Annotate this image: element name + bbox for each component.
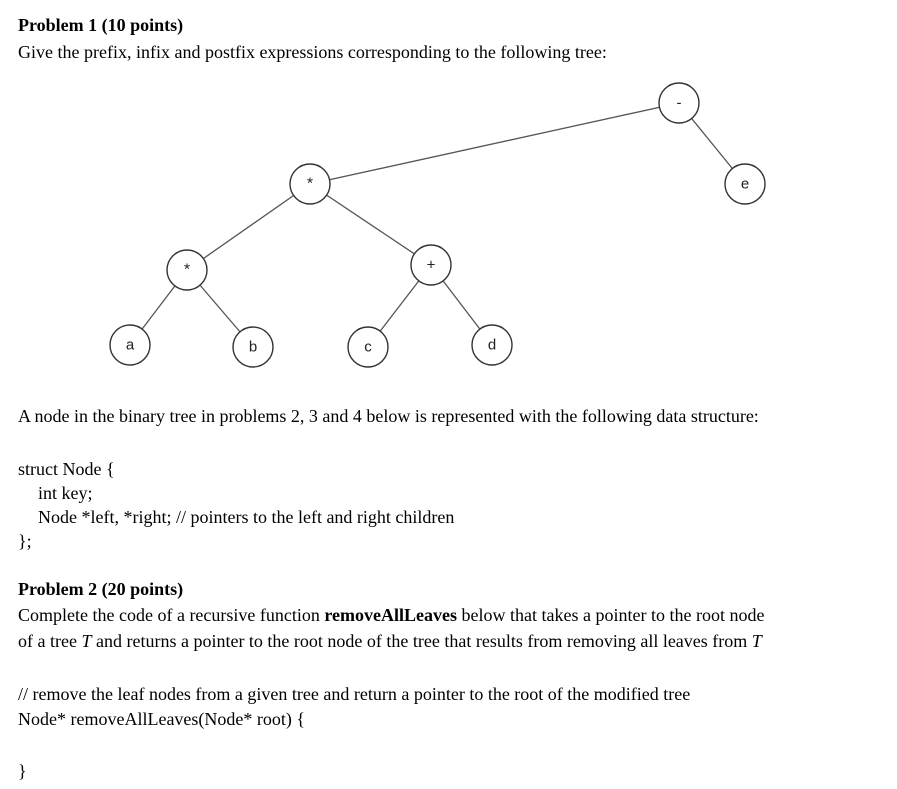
tree-variable: T (81, 631, 92, 651)
struct-line-2: int key; (38, 483, 93, 503)
tree-node-label: b (248, 338, 258, 356)
problem2-heading: Problem 2 (20 points) (18, 579, 184, 599)
data-structure-intro: A node in the binary tree in problems 2, 3 and 4 below is represented with the following data structure: (18, 406, 759, 426)
tree-node-b (233, 327, 273, 367)
struct-line-4: }; (18, 531, 32, 551)
tree-node-label: c (364, 338, 372, 356)
code-comment: // remove the leaf nodes from a given tree and return a pointer to the root of the modified tree (18, 684, 691, 704)
problem2-desc-line2 (18, 631, 762, 652)
tree-node-label: + (426, 256, 436, 274)
function-closing-brace: } (18, 761, 27, 781)
struct-line-1: struct Node { (18, 459, 115, 479)
problem2-desc-part1: Complete the code of a recursive function (18, 605, 325, 625)
tree-edge-root-mul1 (310, 103, 679, 184)
tree-node-mul2 (167, 250, 207, 290)
tree-node-label: a (125, 336, 135, 354)
tree-node-d (472, 325, 512, 365)
problem1-prompt: Give the prefix, infix and postfix expressions corresponding to the following tree: (18, 42, 607, 62)
tree-node-label: e (740, 175, 750, 193)
tree-node-label: d (487, 336, 497, 354)
tree-node-mul1 (290, 164, 330, 204)
tree-node-c (348, 327, 388, 367)
problem1-heading: Problem 1 (10 points) (18, 15, 184, 35)
tree-edge-mul1-plus (310, 184, 431, 265)
function-signature: Node* removeAllLeaves(Node* root) { (18, 709, 306, 729)
tree-node-plus (411, 245, 451, 285)
problem2-desc-line2-part2: and returns a pointer to the root node of the tree that results from removing all leaves from (91, 631, 752, 651)
problem2-desc-line2-part1: of a tree (18, 631, 82, 651)
tree-edge-mul1-mul2 (187, 184, 310, 270)
struct-line-3: Node *left, *right; // pointers to the left and right children (38, 507, 455, 527)
tree-node-e (725, 164, 765, 204)
tree-node-label: * (183, 261, 191, 279)
tree-node-root (659, 83, 699, 123)
tree-node-label: * (306, 175, 314, 193)
problem2-desc-part2: below that takes a pointer to the root node (457, 605, 765, 625)
function-name: removeAllLeaves (324, 605, 458, 625)
tree-node-a (110, 325, 150, 365)
tree-node-label: - (676, 94, 682, 112)
tree-variable-2: T (751, 631, 762, 651)
problem2-desc-line1 (18, 605, 764, 626)
